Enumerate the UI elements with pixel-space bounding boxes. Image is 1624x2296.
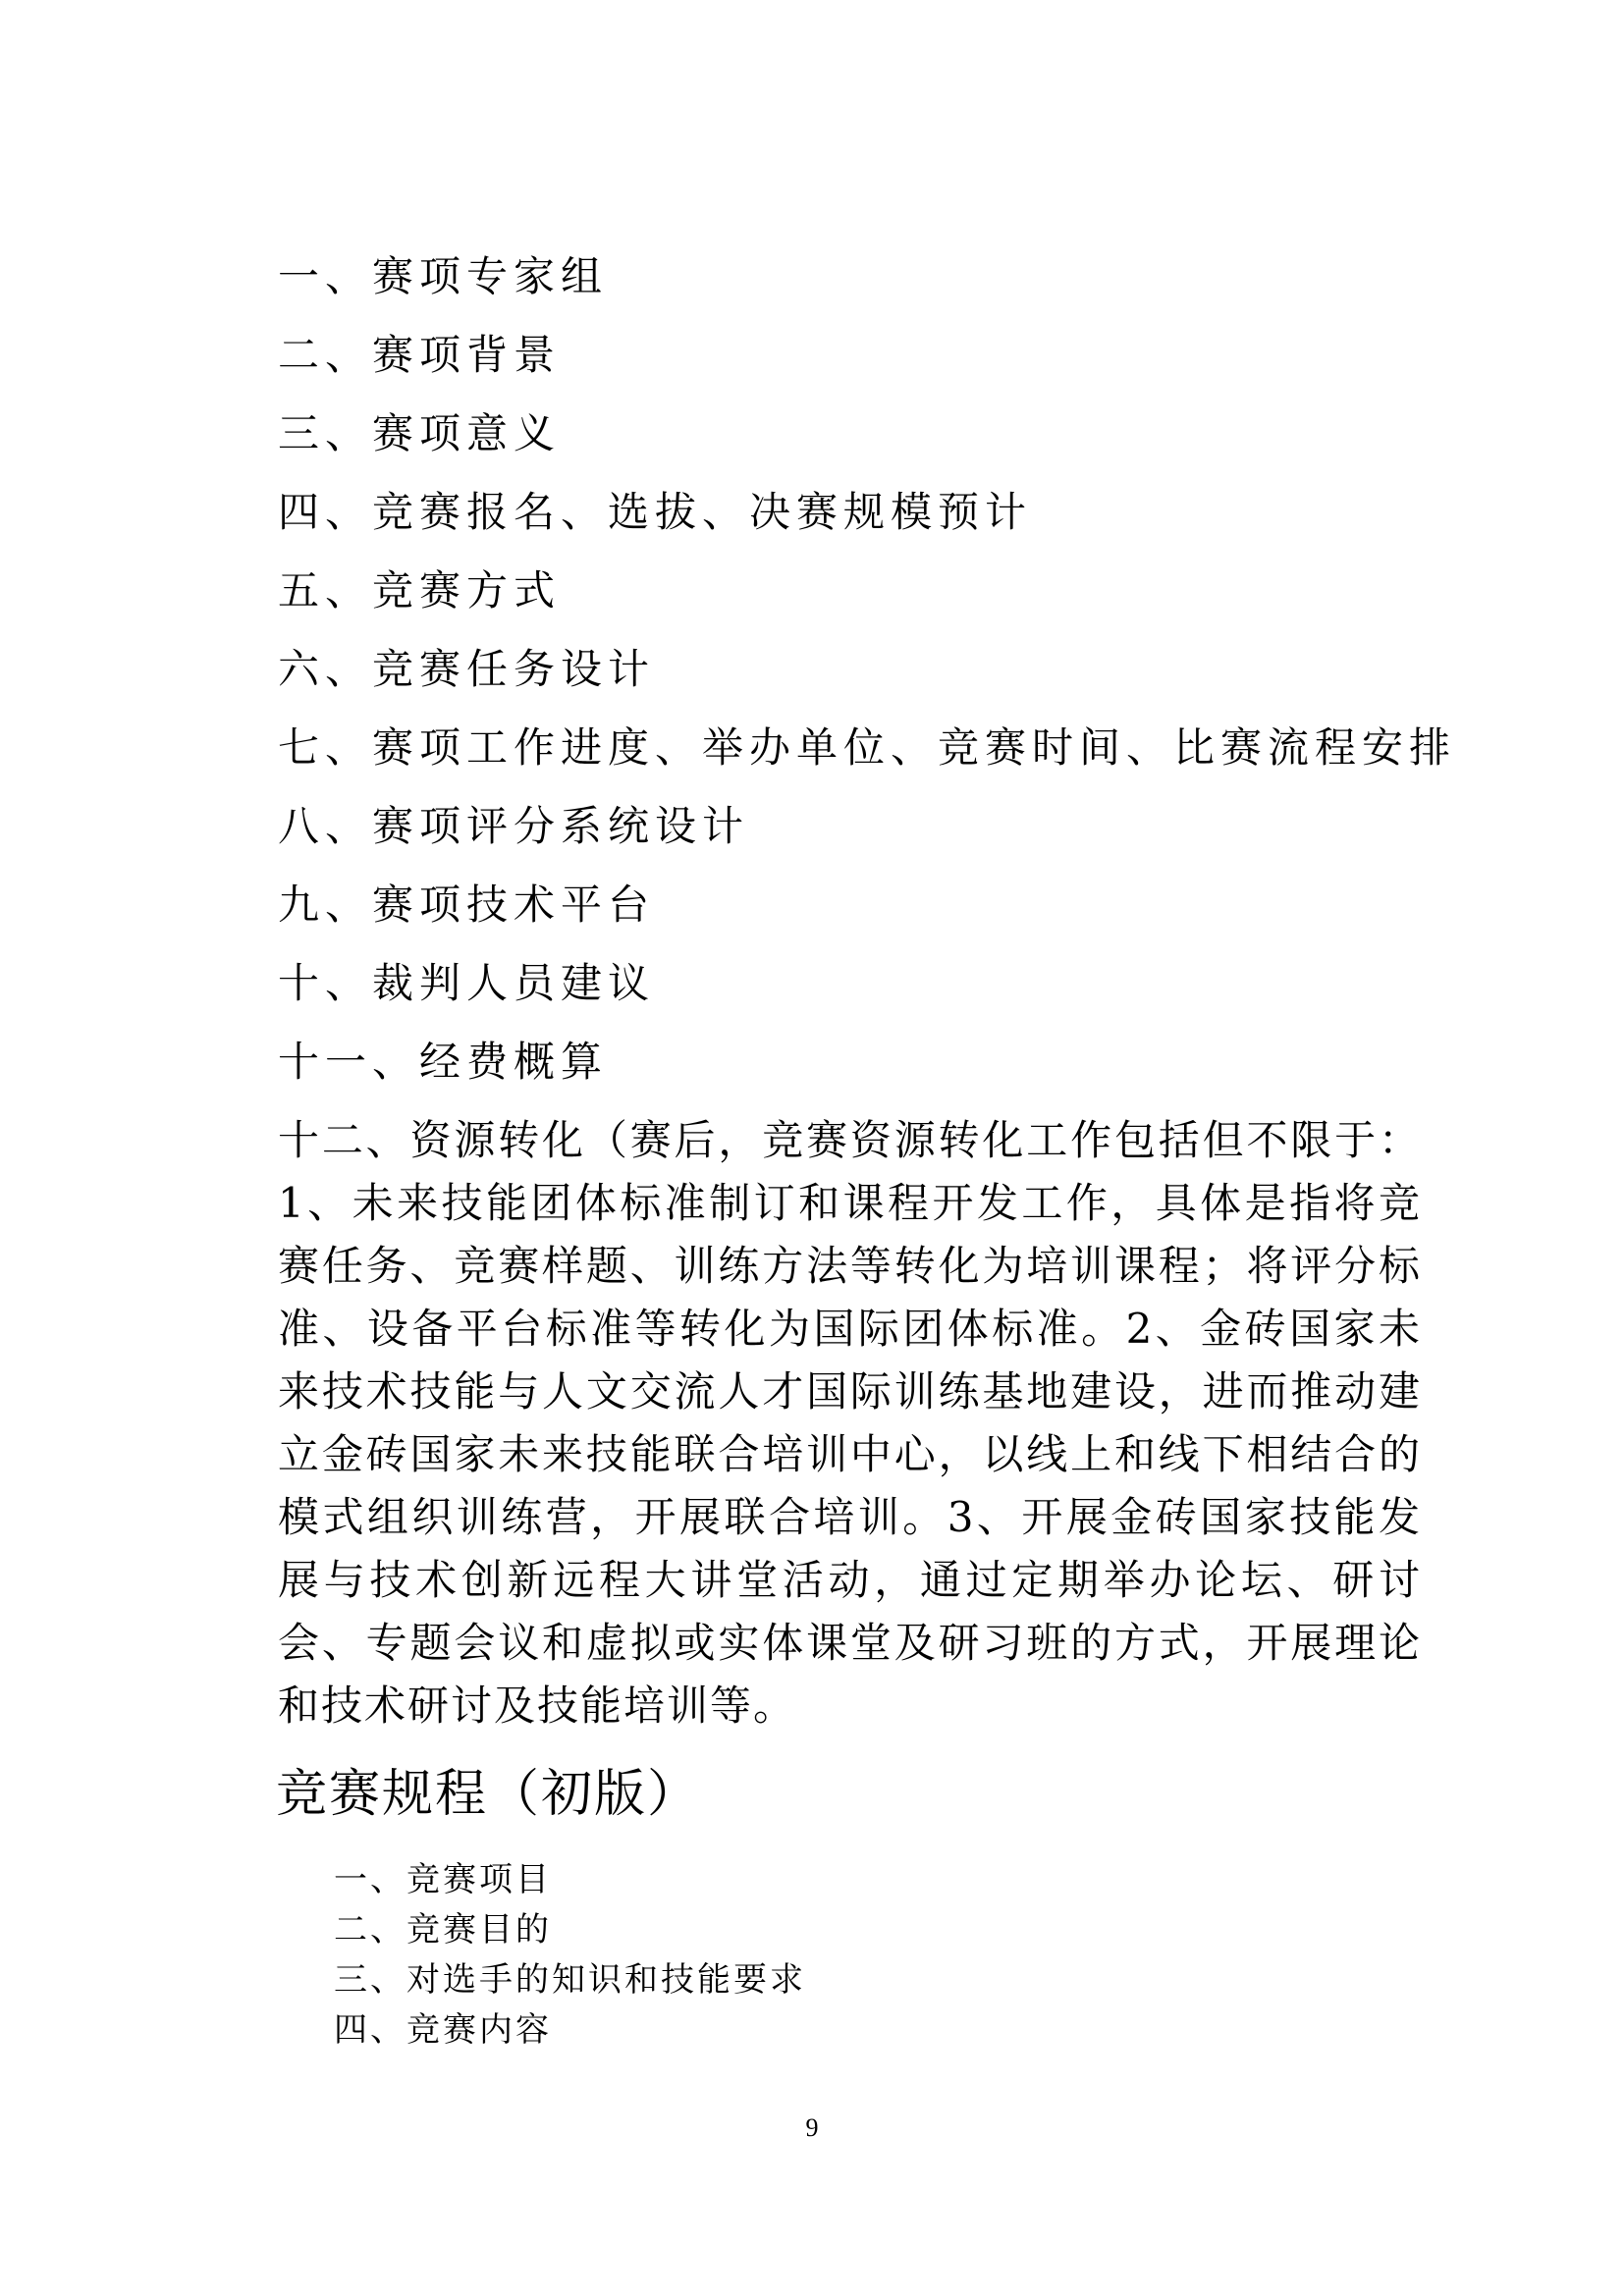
- outline-item-7: 七、赛项工作进度、举办单位、竞赛时间、比赛流程安排: [278, 723, 1457, 772]
- outline-item-3: 三、赛项意义: [278, 409, 562, 457]
- rules-item-3: 三、对选手的知识和技能要求: [334, 1960, 806, 2000]
- outline-item-8: 八、赛项评分系统设计: [278, 802, 750, 850]
- outline-item-1: 一、赛项专家组: [278, 252, 609, 300]
- rules-item-4: 四、竞赛内容: [334, 2010, 552, 2050]
- rules-list: [334, 1860, 806, 2060]
- rules-section-title: 竞赛规程（初版）: [276, 1765, 701, 1824]
- page-number: 9: [805, 2113, 819, 2142]
- outline-item-11: 十一、经费概算: [278, 1038, 609, 1086]
- outline-item-6: 六、竞赛任务设计: [278, 645, 656, 693]
- rules-item-2: 二、竞赛目的: [334, 1910, 552, 1949]
- outline-item-4: 四、竞赛报名、选拔、决赛规模预计: [278, 488, 1033, 536]
- outline-item-10: 十、裁判人员建议: [278, 959, 656, 1007]
- outline-list: [278, 252, 1457, 1117]
- resource-conversion-text: 十二、资源转化（赛后，竞赛资源转化工作包括但不限于：1、未来技能团体标准制订和课程开发工作，具体是指将竞赛任务、竞赛样题、训练方法等转化为培训课程；将评分标准、设备平台标准等转化为国际团体标准。2、金砖国家未来技术技能与人文交流人才国际训练基地建设，进而推动建立金砖国家未来技能联合培训中心，以线上和线下相结合的模式组织训练营，开展联合培训。3、开展金砖国家技能发展与技术创新远程大讲堂活动，通过定期举办论坛、研讨会、专题会议和虚拟或实体课堂及研习班的方式，开展理论和技术研讨及技能培训等。: [278, 1116, 1422, 1730]
- outline-item-5: 五、竞赛方式: [278, 566, 562, 614]
- resource-conversion-paragraph: [278, 1109, 1422, 1737]
- outline-item-2: 二、赛项背景: [278, 331, 562, 379]
- rules-item-1: 一、竞赛项目: [334, 1860, 552, 1899]
- outline-item-9: 九、赛项技术平台: [278, 881, 656, 929]
